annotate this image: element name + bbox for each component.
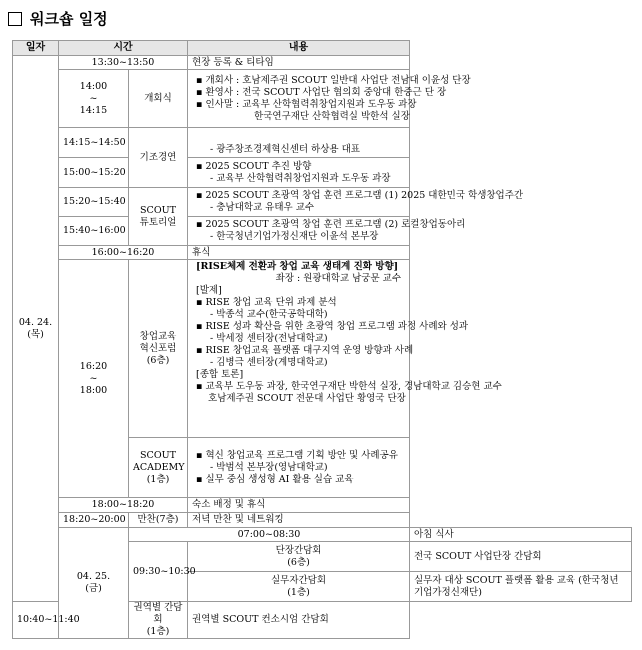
content-line: - 김병극 센터장(계명대학교): [210, 357, 328, 368]
session-label: [188, 542, 410, 572]
content-line: ▪ 개회사 : 호남제주권 SCOUT 일반대 사업단 전남대 이윤성 단장: [196, 74, 471, 86]
session-label: 만찬(7층): [129, 513, 188, 528]
content-line: ▪ 인사말 : 교육부 산학협력취창업지원과 도우동 과장: [196, 98, 417, 110]
content-cell: 전국 SCOUT 사업단장 간담회: [410, 542, 632, 572]
content-cell: 저녁 만찬 및 네트워킹: [188, 513, 410, 528]
content-line: ▪ 환영사 : 전국 SCOUT 사업단 협의회 중앙대 한중근 단 장: [196, 86, 447, 98]
session-label: [129, 438, 188, 498]
content-line: 호남제주권 SCOUT 전문대 사업단 황영국 단장: [208, 393, 406, 404]
time-cell: 07:00~08:30: [129, 528, 410, 542]
content-line: 한국연구재단 산학협력실 박한석 실장: [254, 110, 410, 122]
time-start: 16:20: [79, 360, 108, 372]
time-tilde: ~: [89, 372, 98, 384]
content-cell: 아침 식사: [410, 528, 632, 542]
time-cell: 18:00~18:20: [59, 498, 188, 513]
content-cell: [188, 438, 410, 498]
content-line: - 교육부 산학협력취창업지원과 도우동 과장: [210, 172, 391, 184]
session-label: 기조경연: [129, 128, 188, 188]
content-cell: [188, 70, 471, 128]
session-label-line: SCOUT: [140, 204, 176, 216]
day-weekday: (목): [27, 328, 44, 340]
content-line: - 광주창조경제혁신센터 하상용 대표: [210, 144, 360, 155]
time-cell: 09:30~10:30: [129, 542, 188, 602]
time-cell: 15:00~15:20: [59, 158, 129, 188]
table-row: [13, 498, 632, 513]
content-cell: [188, 158, 410, 188]
content-line: - 박세정 센터장(전남대학교): [210, 333, 328, 344]
section-title-text: 워크숍 일정: [30, 10, 108, 28]
time-cell: 13:30~13:50: [59, 56, 188, 70]
content-line: [발제]: [196, 285, 222, 296]
content-line: [종합 토론]: [196, 369, 244, 380]
session-label-line: (6층): [287, 556, 310, 568]
content-cell: 현장 등록 & 티타임: [188, 56, 410, 70]
time-cell: 16:00~16:20: [59, 246, 188, 260]
table-row: [13, 260, 632, 438]
content-cell: [188, 188, 524, 217]
col-header-content: 내용: [188, 41, 410, 56]
content-line: - 한국청년기업가정신재단 이윤석 본부장: [210, 231, 379, 242]
session-label: 개회식: [129, 70, 188, 128]
time-cell: 14:15~14:50: [59, 128, 129, 158]
day-cell-1: [13, 56, 59, 602]
session-label-line: SCOUT: [140, 449, 176, 461]
content-cell: 휴식: [188, 246, 410, 260]
session-label-line: (1층): [146, 626, 170, 637]
content-cell: 권역별 SCOUT 컨소시엄 간담회: [188, 602, 410, 639]
content-line: ▪ RISE 성과 확산을 위한 초광역 창업 프로그램 과정 사례와 성과: [196, 321, 469, 332]
section-title: [8, 8, 108, 29]
time-start: 14:00: [79, 80, 108, 92]
forum-title: [RISE체제 전환과 창업 교육 생태계 진화 방향]: [196, 261, 399, 272]
session-label-line: (1층): [287, 586, 310, 598]
time-cell: [59, 70, 129, 128]
content-line: ▪ RISE 창업 교육 단위 과제 분석: [196, 297, 337, 308]
content-cell: [188, 260, 502, 438]
time-cell: 15:40~16:00: [59, 217, 129, 246]
content-line: ▪ 2025 SCOUT 추진 방향: [196, 160, 312, 172]
content-line: ▪ 2025 SCOUT 초광역 창업 훈련 프로그램 (2) 로컬창업동아리: [196, 219, 466, 230]
content-cell: [188, 217, 466, 246]
session-label: [188, 572, 410, 602]
content-line: ▪ 실무 중심 생성형 AI 활용 실습 교육: [196, 473, 354, 485]
session-label-line: 단장간담회: [275, 544, 322, 556]
content-line: - 박종석 교수(한국공학대학): [210, 309, 328, 320]
schedule-table: [12, 40, 632, 639]
time-tilde: ~: [89, 92, 98, 104]
day-date: 04. 24.: [18, 316, 53, 328]
time-cell: 10:40~11:40: [13, 602, 59, 639]
checkbox-square-icon: [8, 12, 22, 26]
table-row: [13, 56, 632, 70]
table-row: [13, 528, 632, 542]
table-row: [13, 246, 632, 260]
col-header-time: 시간: [59, 41, 188, 56]
content-line: ▪ 교육부 도우동 과장, 한국연구재단 박한석 실장, 경남대학교 김승현 교수: [196, 381, 502, 392]
time-cell: [59, 260, 129, 498]
session-label-line: 튜토리얼: [139, 216, 177, 228]
session-label: [129, 602, 188, 639]
session-label-line: (6층): [146, 354, 170, 366]
session-label-line: 창업교육: [139, 330, 177, 342]
table-row: [13, 158, 632, 188]
content-cell: [188, 128, 410, 158]
session-label-line: ACADEMY: [133, 461, 185, 473]
content-cell: 실무자 대상 SCOUT 플랫폼 활용 교육 (한국청년기업가정신재단): [410, 572, 632, 602]
table-row: [13, 128, 632, 158]
table-row: [13, 70, 632, 128]
content-line: - 박범석 본부장(영남대학교): [210, 461, 328, 473]
table-row: [13, 217, 632, 246]
time-cell: 15:20~15:40: [59, 188, 129, 217]
day-date: 04. 25.: [76, 571, 111, 582]
time-cell: 18:20~20:00: [59, 513, 129, 528]
session-label: [129, 188, 188, 246]
session-label: [129, 260, 188, 438]
content-line: ▪ RISE 창업교육 플랫폼 대구지역 운영 방향과 사례: [196, 345, 414, 356]
content-line: ▪ 2025 SCOUT 초광역 창업 훈련 프로그램 (1) 2025 대한민국 학생창업주간: [196, 190, 524, 201]
content-cell: 숙소 배정 및 휴식: [188, 498, 410, 513]
day-weekday: (금): [85, 583, 102, 594]
forum-chair: 좌장 : 원광대학교 남궁문 교수: [275, 273, 401, 284]
session-label-line: 실무자간담회: [270, 574, 327, 586]
content-line: ▪ 혁신 창업교육 프로그램 기획 방안 및 사례공유: [196, 449, 398, 461]
session-label-line: 혁신포럼: [139, 342, 177, 354]
col-header-date: 일자: [13, 41, 59, 56]
time-end: 18:00: [79, 384, 108, 396]
table-header-row: [13, 41, 632, 56]
time-end: 14:15: [79, 104, 108, 116]
session-label-line: (1층): [146, 473, 170, 485]
table-row: [13, 513, 632, 528]
table-row: [13, 188, 632, 217]
session-label-line: 권역별 간담회: [133, 602, 183, 625]
content-line: - 충남대학교 유태우 교수: [210, 202, 315, 213]
